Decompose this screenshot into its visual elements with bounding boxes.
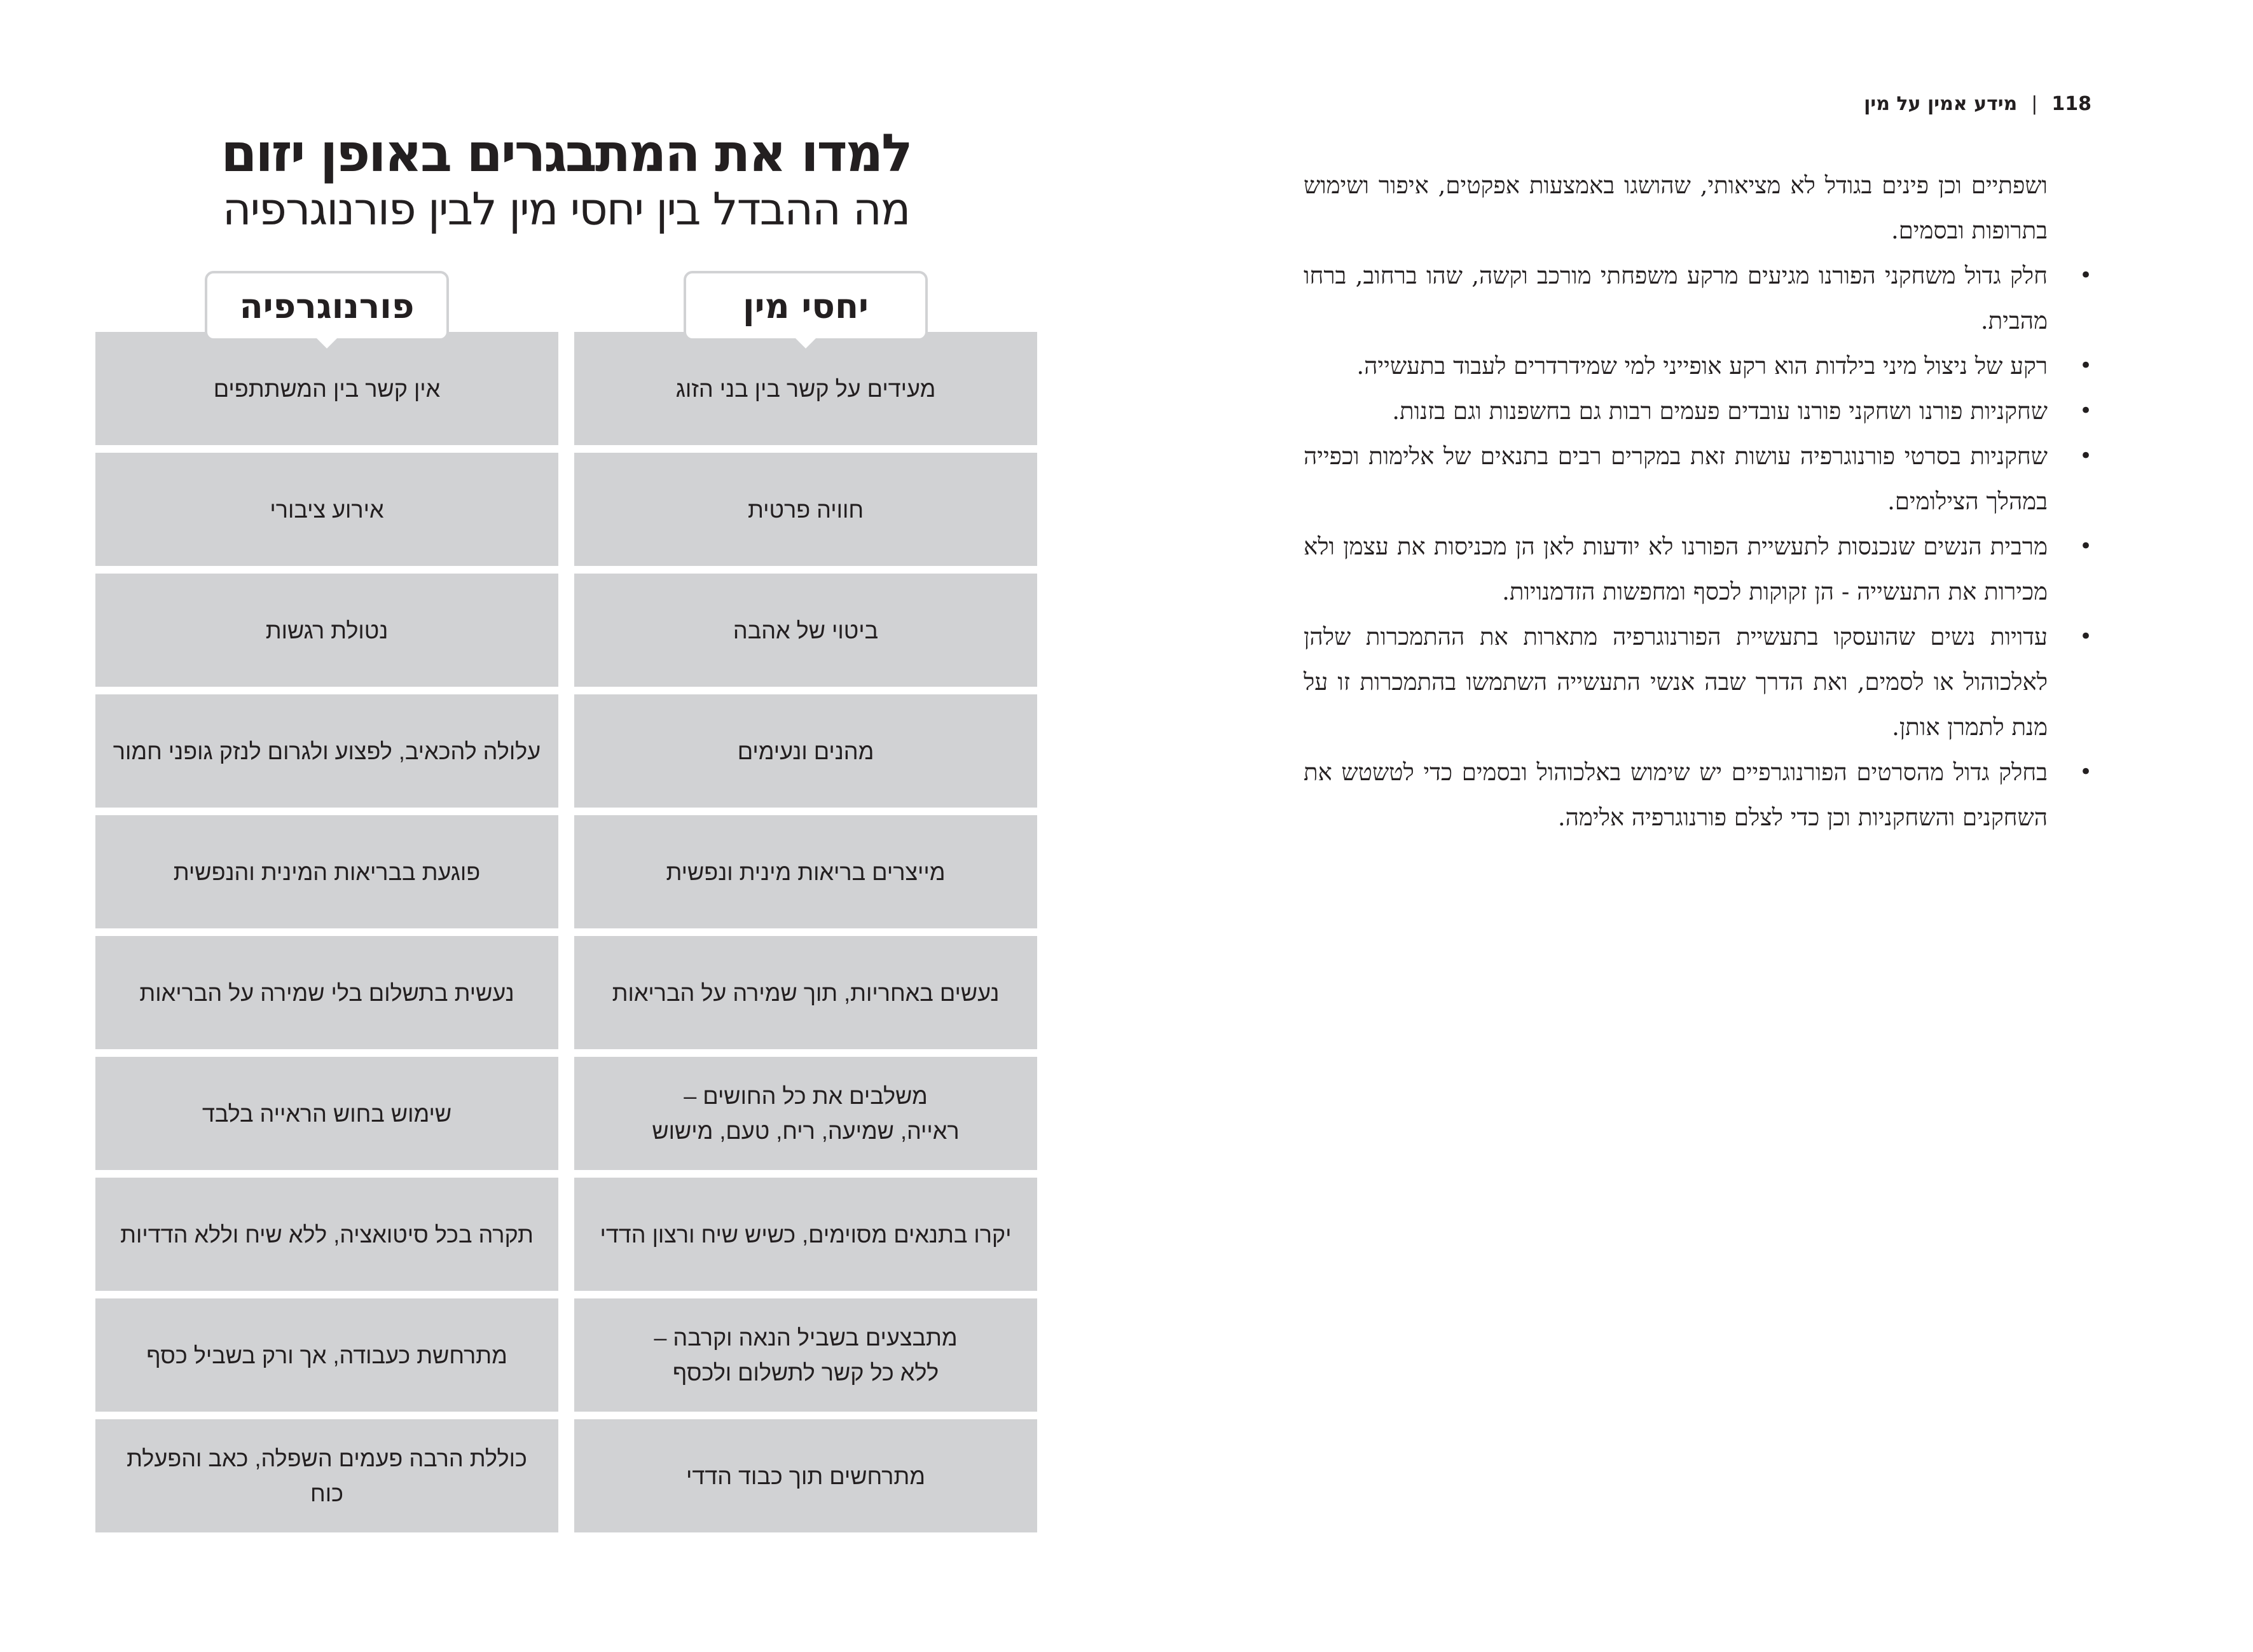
sex-cell: מהנים ונעימים xyxy=(574,694,1037,808)
bullet-text: רקע של ניצול מיני בילדות הוא רקע אופייני למי שמידרדרים לעבוד בתעשייה. xyxy=(1356,352,2048,380)
body-text xyxy=(1304,163,2092,840)
pornography-cell: שימוש בחוש הראייה בלבד xyxy=(95,1057,558,1170)
bullet-text: חלק גדול משחקני הפורנו מגיעים מרקע משפחתי מורכב וקשה, שהו ברחוב, ברחו מהבית. xyxy=(1304,262,2048,334)
bullet-text: שחקניות בסרטי פורנוגרפיה עושות זאת במקרים רבים בתנאים של אלימות וכפייה במהלך הצילומים. xyxy=(1304,443,2048,515)
sex-column xyxy=(574,332,1037,1540)
pornography-cell: נטולת רגשות xyxy=(95,574,558,687)
sex-cell: מתרחשים תוך כבוד הדדי xyxy=(574,1419,1037,1532)
bullet-item xyxy=(1304,434,2092,524)
sex-cell: מתבצעים בשביל הנאה וקרבה – ללא כל קשר לתשלום ולכסף xyxy=(574,1298,1037,1412)
sex-cell: מייצרים בריאות מינית ונפשית xyxy=(574,815,1037,928)
bullet-icon: • xyxy=(2079,398,2092,423)
bullet-item xyxy=(1304,253,2092,343)
bullet-text: בחלק גדול מהסרטים הפורנוגרפיים יש שימוש באלכוהול ובסמים כדי לטשטש את השחקנים והשחקניות וכן כדי לצלם פורנוגרפיה אלימה. xyxy=(1304,759,2048,831)
book-title: מידע אמין על מין xyxy=(1864,93,2018,115)
bullet-text: שחקניות פורנו ושחקני פורנו עובדים פעמים רבות גם בחשפנות וגם בזנות. xyxy=(1392,397,2048,425)
pornography-cell: תקרה בכל סיטואציה, ללא שיח וללא הדדיות xyxy=(95,1178,558,1291)
sex-cell: מעידים על קשר בין בני הזוג xyxy=(574,332,1037,445)
pornography-cell: אירוע ציבורי xyxy=(95,453,558,566)
pornography-cell: כוללת הרבה פעמים השפלה, כאב והפעלת כוח xyxy=(95,1419,558,1532)
bullet-icon: • xyxy=(2079,624,2092,649)
sex-cell: חוויה פרטית xyxy=(574,453,1037,566)
bullet-item xyxy=(1304,524,2092,614)
pornography-column xyxy=(95,332,558,1540)
pornography-cell: נעשית בתשלום בלי שמירה על הבריאות xyxy=(95,936,558,1049)
pornography-cell: מתרחשת כעבודה, אך ורק בשביל כסף xyxy=(95,1298,558,1412)
bullet-icon: • xyxy=(2079,759,2092,785)
bullet-item xyxy=(1304,389,2092,434)
bullet-item xyxy=(1304,614,2092,750)
bullet-icon: • xyxy=(2079,263,2092,288)
sex-cell: נעשים באחריות, תוך שמירה על הבריאות xyxy=(574,936,1037,1049)
infographic-title: למדו את המתבגרים באופן יזום xyxy=(221,123,911,184)
infographic-subtitle: מה ההבדל בין יחסי מין לבין פורנוגרפיה xyxy=(222,183,910,235)
sex-cell: יקרו בתנאים מסוימים, כשיש שיח ורצון הדדי xyxy=(574,1178,1037,1291)
bullet-text: מרבית הנשים שנכנסות לתעשיית הפורנו לא יודעות לאן הן מכניסות את עצמן ולא מכירות את התעשייה - הן זקוקות לכסף ומחפשות הזדמנויות. xyxy=(1304,533,2048,605)
running-header xyxy=(1864,93,2091,115)
bullet-item xyxy=(1304,343,2092,389)
bullet-text: עדויות נשים שהועסקו בתעשיית הפורנוגרפיה מתארות את ההתמכרות שלהן לאלכוהול או לסמים, ואת הדרך שבה אנשי התעשייה השתמשו בהתמכרות זו על מנת לתמרן אותן. xyxy=(1304,623,2048,741)
pornography-cell: פוגעת בבריאות המינית והנפשית xyxy=(95,815,558,928)
bullet-item xyxy=(1304,750,2092,840)
bullet-icon: • xyxy=(2079,443,2092,469)
sex-cell: ביטוי של אהבה xyxy=(574,574,1037,687)
header-separator: | xyxy=(2031,93,2038,115)
sex-cell: משלבים את כל החושים – ראייה, שמיעה, ריח, טעם, מישוש xyxy=(574,1057,1037,1170)
bullet-icon: • xyxy=(2079,353,2092,378)
page-number: 118 xyxy=(2051,93,2091,115)
pornography-cell: אין קשר בין המשתתפים xyxy=(95,332,558,445)
column-header-pornography: פורנוגרפיה xyxy=(205,271,449,341)
bullet-list xyxy=(1304,253,2092,840)
lead-paragraph: ושפתיים וכן פינים בגודל לא מציאותי, שהושגו באמצעות אפקטים, איפור ושימוש בתרופות ובסמים. xyxy=(1304,172,2048,244)
bullet-icon: • xyxy=(2079,533,2092,559)
column-header-sex: יחסי מין xyxy=(684,271,928,341)
pornography-cell: עלולה להכאיב, לפצוע ולגרום לנזק גופני חמור xyxy=(95,694,558,808)
